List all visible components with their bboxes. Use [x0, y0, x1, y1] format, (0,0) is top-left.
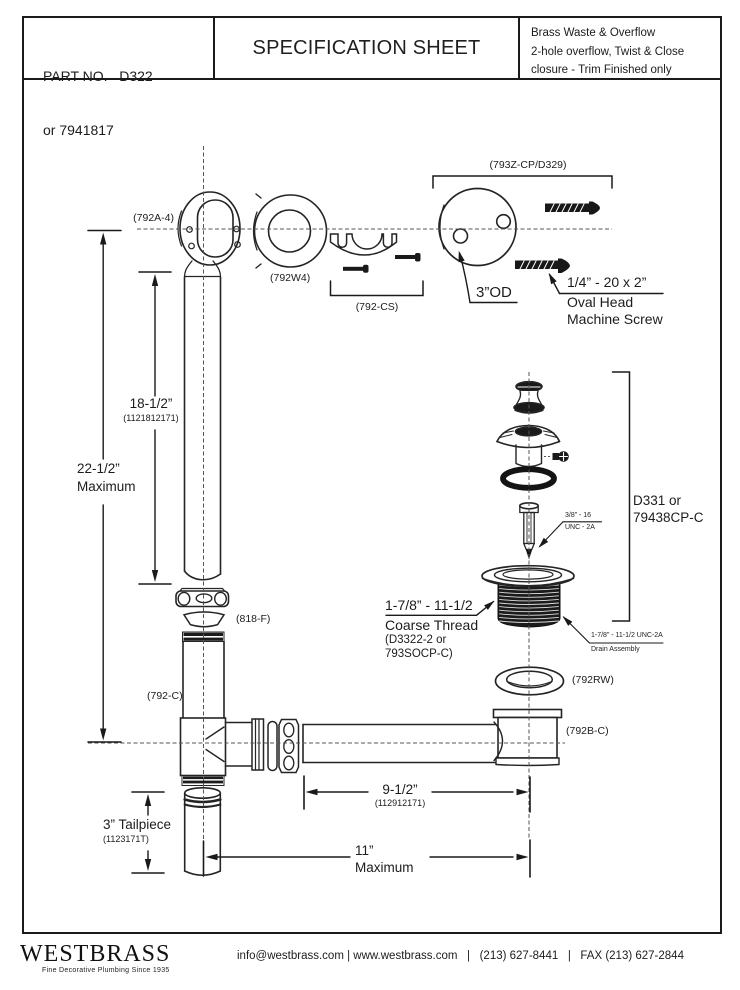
label-coarse-2: Coarse Thread [385, 617, 479, 633]
label-elbow: (792B-C) [566, 725, 609, 737]
part-number-alt: or 7941817 [43, 122, 114, 138]
elbow-drawing [494, 710, 562, 766]
label-rod-thread-1: 3/8” - 16 [565, 512, 592, 519]
tee-drawing [181, 632, 264, 786]
label-dim-max2-1: 11” [355, 843, 374, 858]
stopper-seat-drawing [497, 426, 569, 467]
label-coarse-4: 793SOCP-C) [385, 648, 453, 660]
tailpiece-drawing [185, 788, 221, 875]
label-faceplate-kit: (793Z-CP/D329) [489, 159, 567, 171]
label-dim-pipe-code: (112912171) [374, 798, 426, 808]
overflow-washer-drawing [254, 194, 327, 268]
machine-screws-drawing [515, 202, 600, 274]
label-rubber-washer: (792RW) [572, 674, 614, 686]
label-tailpiece: 3” Tailpiece [103, 817, 172, 832]
label-screw-size: 1/4” - 20 x 2” [567, 274, 647, 290]
footer-contact: info@westbrass.com | www.westbrass.com | (213) 627-8441 | FAX (213) 627-2844 [237, 950, 684, 962]
dim-18-half [139, 272, 171, 584]
label-coarse-3: (D3322-2 or [385, 634, 447, 646]
slip-joint-drawing [268, 720, 299, 773]
label-overflow-head: (792A-4) [133, 212, 174, 224]
overflow-faceplate-drawing [439, 189, 516, 266]
label-cover-screws: (792-CS) [355, 301, 399, 313]
label-screw-type-1: Oval Head [567, 294, 634, 310]
brand-logo: WESTBRASS [20, 941, 171, 967]
bracket-cover-screws [331, 281, 424, 296]
overflow-head-drawing [178, 192, 240, 580]
label-plate-od: 3”OD [476, 284, 512, 301]
coupling-nut-drawing [176, 589, 229, 607]
part-number: PART NO. D322 [43, 68, 153, 84]
label-stopper-2: 79438CP-C [633, 510, 704, 525]
label-drain-1: 1-7/8” - 11-1/2 UNC-2A [591, 632, 663, 639]
product-line-2: 2-hole overflow, Twist & Close [531, 45, 685, 58]
brand-tagline: Fine Decorative Plumbing Since 1935 [42, 967, 170, 974]
label-tee: (792-C) [147, 690, 183, 702]
label-drain-2: Drain Assembly [591, 646, 640, 653]
page-title: SPECIFICATION SHEET [252, 36, 481, 59]
label-dim-tube: 18-1/2” [129, 396, 173, 411]
product-line-1: Brass Waste & Overflow [531, 27, 656, 39]
label-screw-type-2: Machine Screw [567, 311, 663, 327]
label-dim-tube-code: (1121812171) [123, 413, 179, 423]
bracket-stopper-assembly [613, 372, 630, 621]
drain-body-drawing [482, 566, 574, 627]
label-beveled-washer: (818-F) [236, 613, 271, 625]
cover-bracket-drawing [331, 234, 421, 273]
label-dim-max-1: 22-1/2” [77, 461, 120, 476]
label-washer: (792W4) [270, 272, 311, 284]
label-tailpiece-code: (1123171T) [103, 834, 149, 844]
label-coarse-1: 1-7/8” - 11-1/2 [385, 597, 473, 613]
label-rod-thread-2: UNC - 2A [565, 524, 595, 531]
product-line-3: closure - Trim Finished only [531, 64, 672, 76]
label-dim-max2-2: Maximum [355, 860, 414, 875]
label-dim-max-2: Maximum [77, 479, 136, 494]
label-stopper-1: D331 or [633, 493, 682, 508]
label-dim-pipe: 9-1/2” [382, 782, 418, 797]
bracket-faceplate-kit [433, 176, 612, 188]
